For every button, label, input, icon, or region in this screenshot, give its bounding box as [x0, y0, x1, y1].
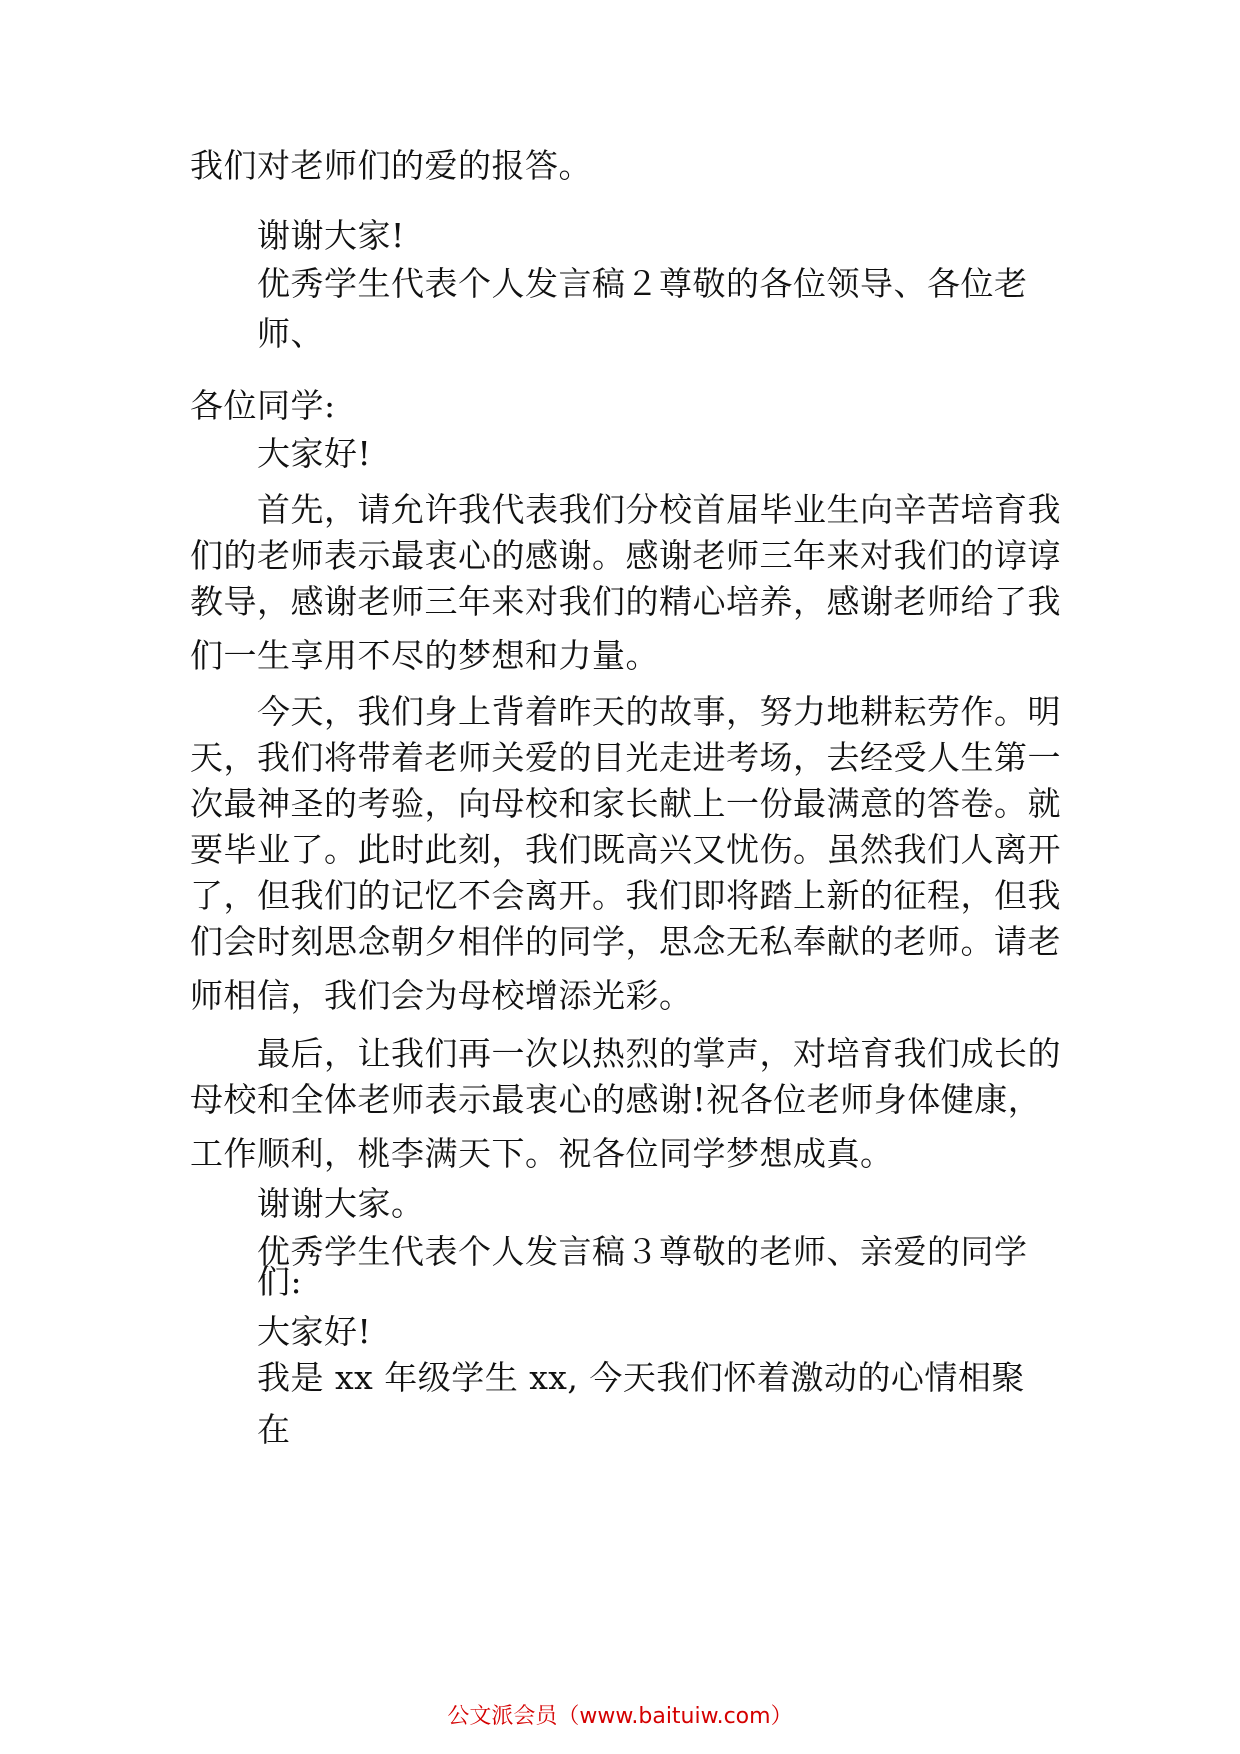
text-line: 我们对老师们的爱的报答。: [190, 146, 592, 185]
text-line: 教导，感谢老师三年来对我们的精心培养，感谢老师给了我: [190, 582, 1061, 621]
text-line: 在: [257, 1410, 291, 1449]
text-line: 优秀学生代表个人发言稿２尊敬的各位领导、各位老: [257, 264, 1028, 303]
footer-watermark: 公文派会员（www.baituiw.com）: [447, 1704, 793, 1729]
text-line: 们会时刻思念朝夕相伴的同学，思念无私奉献的老师。请老: [190, 922, 1061, 961]
text-line: 要毕业了。此时此刻，我们既高兴又忧伤。虽然我们人离开: [190, 830, 1061, 869]
text-line: 首先，请允许我代表我们分校首届毕业生向辛苦培育我: [257, 490, 1061, 529]
text-line: 今天，我们身上背着昨天的故事，努力地耕耘劳作。明: [257, 692, 1061, 731]
text-line: 次最神圣的考验，向母校和家长献上一份最满意的答卷。就: [190, 784, 1061, 823]
text-line: 各位同学:: [190, 386, 336, 425]
text-line: 谢谢大家。: [257, 1184, 425, 1223]
text-line: 师相信，我们会为母校增添光彩。: [190, 976, 693, 1015]
text-line: 谢谢大家!: [257, 216, 405, 255]
text-line: 最后，让我们再一次以热烈的掌声，对培育我们成长的: [257, 1034, 1061, 1073]
text-line: 我是 xx 年级学生 xx, 今天我们怀着激动的心情相聚: [257, 1358, 1025, 1397]
text-line: 天，我们将带着老师关爱的目光走进考场，去经受人生第一: [190, 738, 1061, 777]
text-line: 师、: [257, 314, 324, 353]
text-line: 大家好!: [257, 1312, 372, 1351]
text-line: 优秀学生代表个人发言稿３尊敬的老师、亲爱的同学: [257, 1232, 1028, 1271]
text-line: 母校和全体老师表示最衷心的感谢!祝各位老师身体健康，: [190, 1080, 1042, 1119]
text-line: 大家好!: [257, 434, 372, 473]
text-line: 们一生享用不尽的梦想和力量。: [190, 636, 659, 675]
text-line: 了，但我们的记忆不会离开。我们即将踏上新的征程，但我: [190, 876, 1061, 915]
text-line: 们的老师表示最衷心的感谢。感谢老师三年来对我们的谆谆: [190, 536, 1061, 575]
text-line: 们:: [257, 1262, 303, 1301]
text-line: 工作顺利，桃李满天下。祝各位同学梦想成真。: [190, 1134, 894, 1173]
